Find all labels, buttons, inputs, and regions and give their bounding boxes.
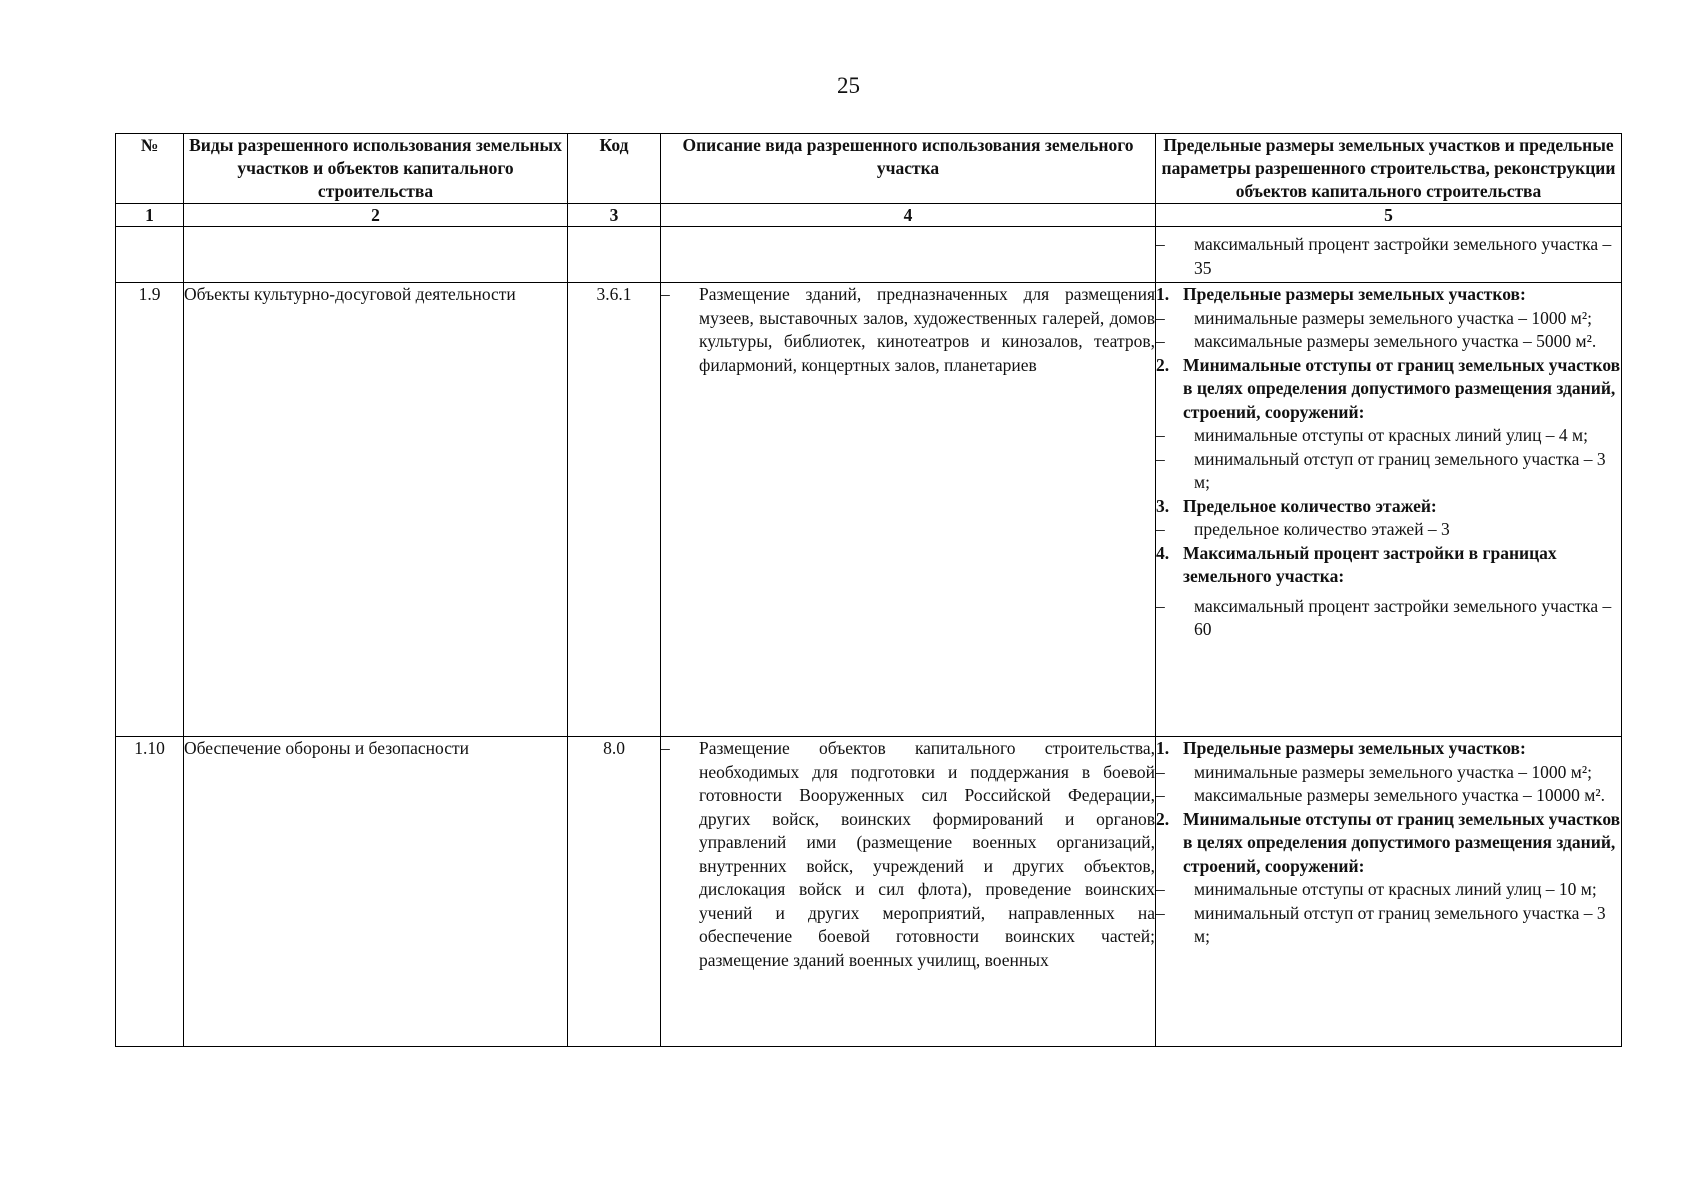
table-row <box>116 737 1622 1047</box>
column-number: 2 <box>184 204 568 227</box>
column-number: 1 <box>116 204 184 227</box>
cell-parameters <box>1156 227 1622 283</box>
param-item: – минимальные размеры земельного участка – 1000 м²; <box>1156 761 1592 782</box>
header-use-type: Виды разрешенного использования земельных участков и объектов капитального строительства <box>184 134 568 204</box>
param-heading: 1. Предельные размеры земельных участков: <box>1156 284 1526 304</box>
cell-empty <box>568 227 661 283</box>
table-row <box>116 227 1622 283</box>
cell-code: 8.0 <box>568 737 661 1047</box>
param-item: – максимальный процент застройки земельного участка – 60 <box>1156 595 1612 639</box>
cell-empty <box>184 227 568 283</box>
cell-code: 3.6.1 <box>568 283 661 737</box>
param-item: – предельное количество этажей – 3 <box>1156 519 1450 539</box>
param-item: – минимальные отступы от красных линий улиц – 10 м; <box>1156 879 1597 899</box>
column-number: 4 <box>661 204 1156 227</box>
param-heading: 2. Минимальные отступы от границ земельных участков в целях определения допустимого размещения зданий, строений, сооружений: <box>1156 808 1621 876</box>
param-heading: 2. Минимальные отступы от границ земельных участков в целях определения допустимого размещения зданий, строений, сооружений: <box>1156 354 1621 422</box>
param-heading: 4. Максимальный процент застройки в границах земельного участка: <box>1156 542 1557 586</box>
param-item: – минимальный отступ от границ земельного участка – 3 м; <box>1156 448 1606 492</box>
cell-number: 1.10 <box>116 737 184 1047</box>
land-use-table <box>115 133 1622 1047</box>
dash-bullet: – <box>661 738 670 758</box>
table-header-row <box>116 134 1622 204</box>
header-description: Описание вида разрешенного использования земельного участка <box>661 134 1156 204</box>
header-parameters: Предельные размеры земельных участков и предельные параметры разрешенного строительства, реконструкции объектов капитального строительства <box>1156 134 1622 204</box>
param-item: – минимальные размеры земельного участка – 1000 м²; <box>1156 307 1592 328</box>
param-heading: 1. Предельные размеры земельных участков: <box>1156 738 1526 758</box>
header-code: Код <box>568 134 661 204</box>
param-heading: 3. Предельное количество этажей: <box>1156 495 1437 516</box>
cell-number: 1.9 <box>116 283 184 737</box>
table-row <box>116 283 1622 737</box>
param-item: – максимальные размеры земельного участка – 5000 м². <box>1156 331 1597 351</box>
cell-description: – Размещение объектов капитального строительства, необходимых для подготовки и поддержания в боевой готовности Вооруженных сил Российской Федерации, других войск, воинских формирований и органов управлений ими (размещение военных организаций, внутренних войск, учреждений и других объектов, дислокация войск и сил флота), проведение воинских учений и других мероприятий, направленных на обеспечение боевой готовности воинских частей; размещение зданий военных училищ, военных <box>661 737 1156 1047</box>
cell-description: – Размещение зданий, предназначенных для размещения музеев, выставочных залов, художественных галерей, домов культуры, библиотек, кинотеатров и кинозалов, театров, филармоний, концертных залов, планетариев <box>661 283 1156 737</box>
param-item: – минимальные отступы от красных линий улиц – 4 м; <box>1156 425 1588 445</box>
cell-empty <box>116 227 184 283</box>
column-number-row <box>116 204 1622 227</box>
param-item: – максимальные размеры земельного участка – 10000 м². <box>1156 785 1605 805</box>
column-number: 5 <box>1156 204 1622 227</box>
param-item: – минимальный отступ от границ земельного участка – 3 м; <box>1156 902 1606 946</box>
page-number: 25 <box>837 73 860 98</box>
cell-use-type: Обеспечение обороны и безопасности <box>184 737 568 1047</box>
column-number: 3 <box>568 204 661 227</box>
cell-use-type: Объекты культурно-досуговой деятельности <box>184 283 568 737</box>
cell-parameters <box>1156 737 1622 1047</box>
dash-bullet: – <box>661 284 670 304</box>
cell-parameters <box>1156 283 1622 737</box>
cell-empty <box>661 227 1156 283</box>
header-number: № <box>116 134 184 204</box>
param-item: – максимальный процент застройки земельного участка – 35 <box>1156 233 1621 280</box>
dash-bullet: – <box>1156 234 1165 254</box>
